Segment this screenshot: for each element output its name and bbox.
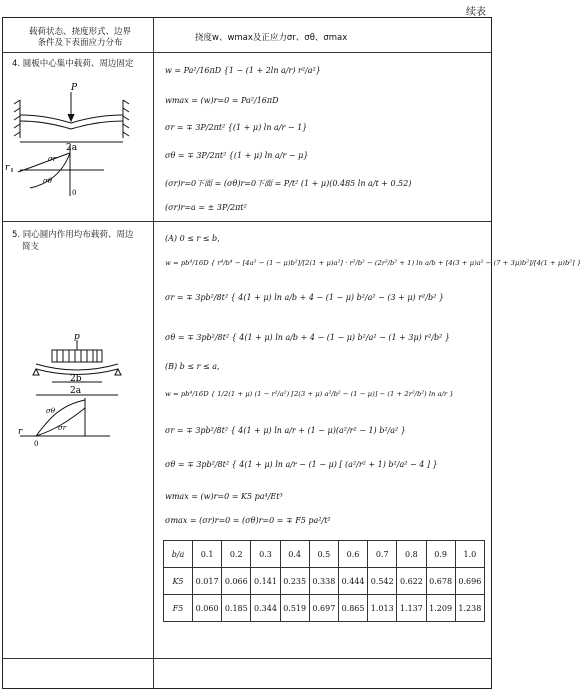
case5-load-label: p [74,332,80,342]
table-cell: 0.865 [338,595,367,622]
case4-sigma-r-formula: σr = ∓ 3P/2πt² {(1 + μ) ln a/r − 1} [165,123,308,132]
case5-caseB: (B) b ≤ r ≤ a, [165,362,220,371]
case5-sigma-max: σmax = (σr)r=0 = (σθ)r=0 = ∓ F5 pa²/t² [165,516,331,525]
case4-w: w = Pa²/16πD {1 − (1 + 2ln a/r) r²/a²} [165,66,321,75]
continuation-label: 续表 [466,7,486,18]
case4-center-stress: (σr)r=0下面 = (σθ)r=0下面 = P/t² (1 + μ)(0.485 ln a/t + 0.52) [165,179,412,188]
case5-axis-r: r [18,427,23,437]
case4-edge-stress: (σr)r=a = ± 3P/2πt² [165,203,247,212]
case5-origin: 0 [34,440,39,448]
table-cell: 1.209 [426,595,455,622]
case5-inner-span: 2b [70,374,82,384]
case5-title-line1: 5. 同心圆内作用均布载荷、周边 [12,230,134,240]
case5-wmax: wmax = (w)r=0 = K5 pa⁴/Et³ [165,492,283,501]
case5-b-sigma-r: σr = ∓ 3pb²/8t² { 4(1 + μ) ln a/r + (1 − μ)(a²/r² − 1) b²/a² } [165,426,406,435]
case4-title: 4. 圆板中心集中载荷、周边固定 [12,59,134,69]
case4-sigma-theta: σθ [43,177,52,185]
table-cell: 0.697 [309,595,338,622]
table-header-row [164,541,485,568]
table-row [164,595,485,622]
table-cell: 0.622 [397,568,426,595]
header-left-line2: 条件及下表面应力分布 [37,38,123,48]
case5-title-line2: 简支 [22,242,40,252]
table-cell: 0.344 [251,595,280,622]
table-cell: 0.235 [280,568,309,595]
header-left-line1: 载荷状态、挠度形式、边界 [28,27,131,37]
case5-a-sigma-theta: σθ = ∓ 3pb²/8t² { 4(1 + μ) ln a/b + 4 − (1 − μ) b²/a² − (1 + 3μ) r²/b² } [165,333,450,342]
case4-axis-r: r [5,163,10,173]
case5-sigma-r: σr [58,424,67,432]
table-cell: 0.141 [251,568,280,595]
table-cell: 0.519 [280,595,309,622]
table-cell: 0.696 [455,568,484,595]
table-col: 0.9 [426,541,455,568]
case4-origin: 0 [72,189,77,197]
table-cell: 0.060 [193,595,222,622]
table-cell: 1.137 [397,595,426,622]
table-col: 1.0 [455,541,484,568]
case4-sigma-theta-formula: σθ = ∓ 3P/2πt² {(1 + μ) ln a/r − μ} [165,151,309,160]
case4-load-label: P [71,83,78,93]
case5-b-w: w = pb⁴/16D { 1/2(1 + μ) (1 − r²/a²) [2(3 + μ) a²/b² − (1 − μ)] − (1 + 2r²/b²) ln a/r } [165,390,454,398]
case5-b-sigma-theta: σθ = ∓ 3pb²/8t² { 4(1 + μ) ln a/r − (1 − μ) [ (a²/r² + 1) b²/a² − 4 ] } [165,460,438,469]
coefficient-table [163,540,485,622]
case5-sigma-theta: σθ [46,407,55,415]
table-cell: 1.238 [455,595,484,622]
table-col: 0.6 [338,541,367,568]
table-row [164,568,485,595]
table-cell: 0.185 [222,595,251,622]
table-col: 0.7 [368,541,397,568]
table-col: 0.3 [251,541,280,568]
table-cell: 0.066 [222,568,251,595]
table-cell: 0.017 [193,568,222,595]
table-col: 0.1 [193,541,222,568]
table-col: 0.4 [280,541,309,568]
table-cell: 0.338 [309,568,338,595]
case4-span-label: 2a [66,143,78,153]
case5-a-w: w = pb⁴/16D { r⁴/b⁴ − [4a² − (1 − μ)b²]/[2(1 + μ)a²] · r²/b² − (2r²/b² + 1) ln a/b + [4(3 + μ)a² − (7 + 3μ)b²]/[4(1 + μ)b²] } [165,259,581,267]
table-col: 0.5 [309,541,338,568]
table-cell: 0.542 [368,568,397,595]
table-col: 0.2 [222,541,251,568]
table-head-cell: b/a [164,541,193,568]
table-cell: 0.678 [426,568,455,595]
table-row-label: F5 [164,595,193,622]
table-cell: 0.444 [338,568,367,595]
case5-caseA: (A) 0 ≤ r ≤ b, [165,234,220,243]
header-right: 挠度w、wmax及正应力σr、σθ、σmax [195,33,348,43]
table-row-label: K5 [164,568,193,595]
case4-sigma-r: σr [48,155,57,163]
case5-a-sigma-r: σr = ∓ 3pb²/8t² { 4(1 + μ) ln a/b + 4 − (1 − μ) b²/a² − (3 + μ) r²/b² } [165,293,444,302]
table-col: 0.8 [397,541,426,568]
case4-wmax: wmax = (w)r=0 = Pa²/16πD [165,96,279,105]
case5-outer-span: 2a [70,386,82,396]
table-cell: 1.013 [368,595,397,622]
